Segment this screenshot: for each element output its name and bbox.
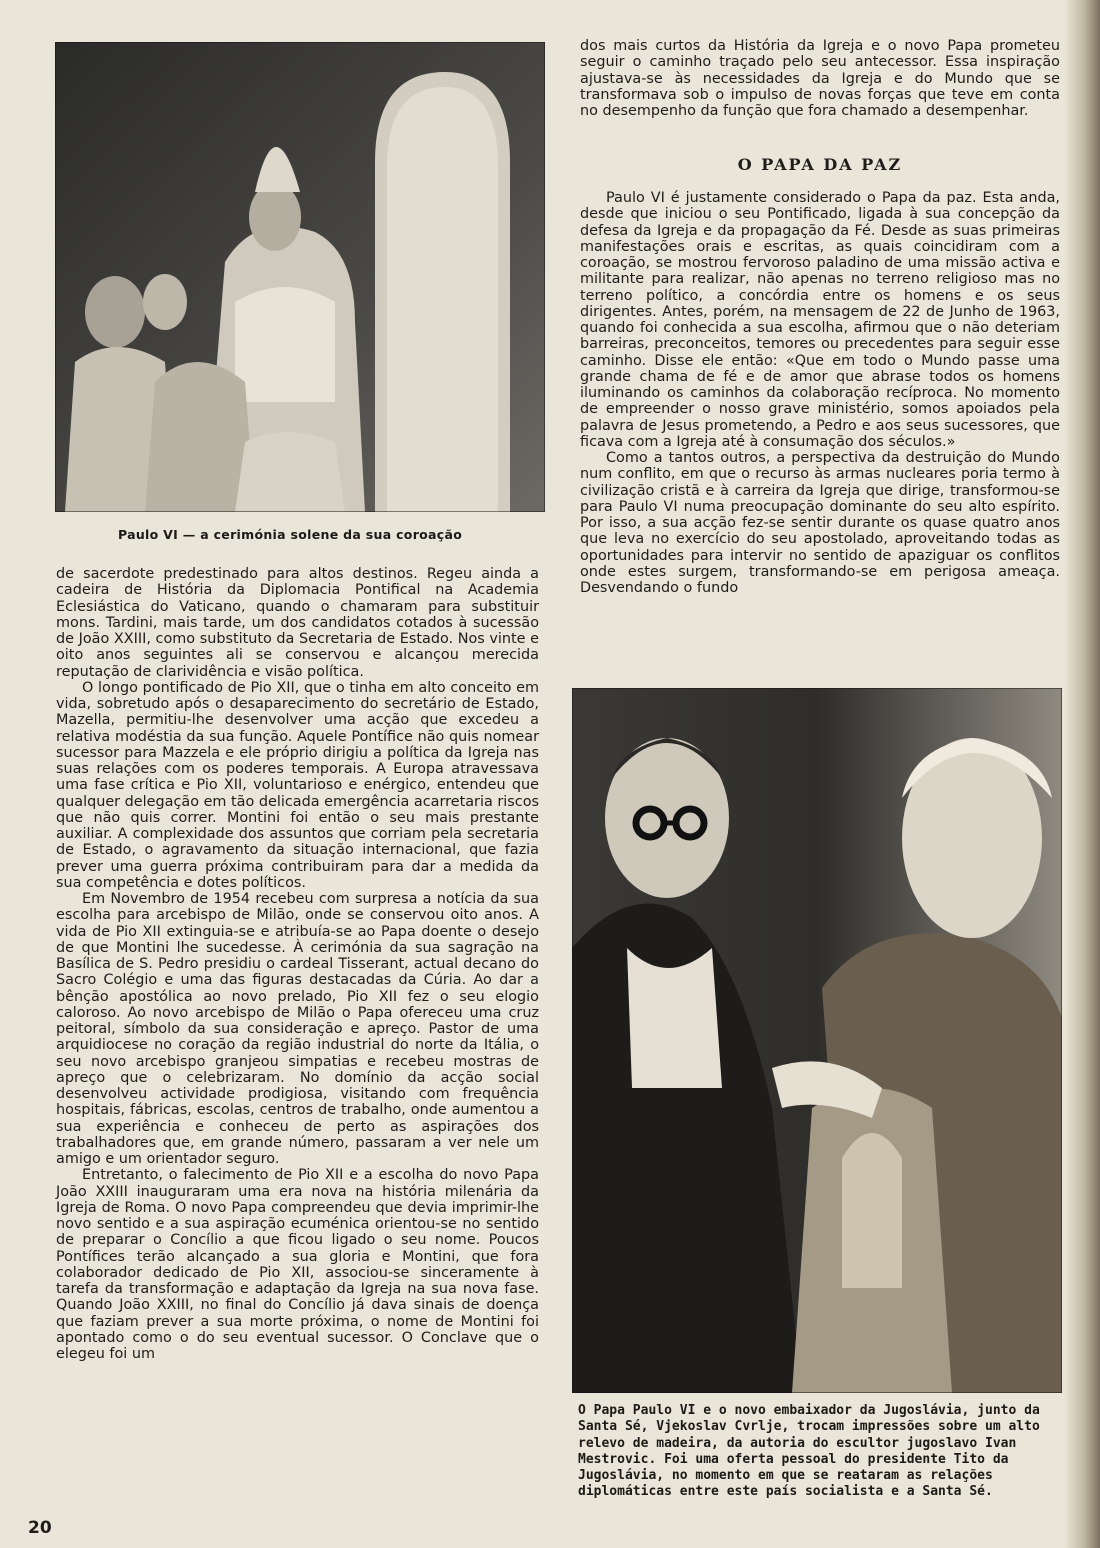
article-column-right-top: [580, 38, 1060, 119]
paragraph: Paulo VI é justamente considerado o Papa da paz. Esta anda, desde que iniciou o seu Pontificado, ligada à sua concepção da defesa da Igreja e da propagação da Fé. Desde as suas primeiras manifestações orais e escritas, as quais coincidiram com a coroação, se mostrou fervoroso paladino de uma missão activa e militante para realizar, não apenas no terreno religioso mas no terreno político, a concórdia entre os homens e os seus dirigentes. Antes, porém, na mensagem de 22 de Junho de 1963, quando foi conhecida a sua escolha, afirmou que o não deteriam barreiras, preconceitos, temores ou precedentes para seguir esse caminho. Disse ele então: «Que em todo o Mundo passe uma grande chama de fé e de amor que abrase todos os homens iluminando os caminhos da colaboração recíproca. No momento de empreender o nosso grave ministério, somos apoiados pela palavra de Jesus prometendo, a Pedro e aos seus sucessores, que ficava com a Igreja até à consumação dos séculos.»: [580, 190, 1060, 450]
paragraph: Entretanto, o falecimento de Pio XII e a escolha do novo Papa João XXIII inauguraram uma era nova na história milenária da Igreja de Roma. O novo Papa compreendeu que devia imprimir-lhe novo sentido e a sua aspiração ecuménica orientou-se no sentido de preparar o Concílio a que ficou ligado o seu nome. Poucos Pontífices terão alcançado a sua gloria e Montini, que fora colaborador dedicado de Pio XII, associou-se sinceramente à tarefa da transformação e adaptação da Igreja na sua nova fase. Quando João XXIII, no final do Concílio já dava sinais de doença que faziam prever a sua morte próxima, o nome de Montini foi apontado como o do seu eventual sucessor. O Conclave que o elegeu foi um: [56, 1167, 539, 1362]
article-column-right: [580, 190, 1060, 596]
paragraph: dos mais curtos da História da Igreja e o novo Papa prometeu seguir o caminho traçado pelo seu antecessor. Essa inspiração ajustava-se às necessidades da Igreja e do Mundo que se transformava sob o impulso de novas forças que teve em conta no desempenho da função que fora chamado a desempenhar.: [580, 38, 1060, 119]
article-column-left: [56, 566, 539, 1362]
paragraph: O longo pontificado de Pio XII, que o tinha em alto conceito em vida, sobretudo após o desaparecimento do secretário de Estado, Mazella, permitiu-lhe desenvolver uma acção que excedeu a relativa modéstia da sua função. Aquele Pontífice não quis nomear sucessor para Mazzela e ele próprio dirigiu a política da Igreja nas suas relações com os poderes temporais. A Europa atravessava uma fase crítica e Pio XII, voluntarioso e enérgico, entendeu que qualquer delegação em tão delicada emergência acarretaria riscos que não quis correr. Montini foi então o seu mais prestante auxiliar. A complexidade dos assuntos que corriam pela secretaria de Estado, o agravamento da situação internacional, que fazia prever uma guerra próxima contribuiram para dar a medida da sua competência e dotes políticos.: [56, 679, 539, 891]
photo-coronation: [55, 42, 545, 512]
photo-coronation-caption: Paulo VI — a cerimónia solene da sua coroação: [118, 527, 463, 542]
paragraph: Em Novembro de 1954 recebeu com surpresa a notícia da sua escolha para arcebispo de Milão, onde se conservou oito anos. A vida de Pio XII extinguia-se e atribuía-se ao Papa doente o desejo de que Montini lhe sucedesse. À cerimónia da sua sagração na Basílica de S. Pedro presidiu o cardeal Tisserant, actual decano do Sacro Colégio e uma das figuras destacadas da Cúria. Ao dar a bênção apostólica ao novo prelado, Pio XII fez o seu elogio caloroso. Ao novo arcebispo de Milão o Papa ofereceu uma cruz peitoral, símbolo da sua consideração e apreço. Pastor de uma arquidiocese no coração da região industrial do norte da Itália, o seu novo arcebispo granjeou simpatias e recebeu mostras de apreço que o celebrizaram. No domínio da acção social desenvolveu actividade prodigiosa, visitando com frequência hospitais, fábricas, escolas, centros de trabalho, onde aumentou a sua experiência e conheceu de perto as aspirações dos trabalhadores que, em grande número, passaram a ver nele um amigo e um orientador seguro.: [56, 891, 539, 1167]
section-heading: O PAPA DA PAZ: [737, 155, 903, 174]
photo-pope-ambassador: [572, 688, 1062, 1393]
paragraph: Como a tantos outros, a perspectiva da destruição do Mundo num conflito, em que o recurso às armas nucleares poria termo à civilização cristã e à carreira da Igreja que dirige, transformou-se para Paulo VI numa preocupação dominante do seu alto espírito. Por isso, a sua acção fez-se sentir durante os quase quatro anos que leva no exercício do seu apostolado, aproveitando todas as oportunidades para intervir no sentido de apaziguar os conflitos onde estes surgem, transformando-se em perigosa ameaça. Desvendando o fundo: [580, 450, 1060, 596]
paragraph: de sacerdote predestinado para altos destinos. Regeu ainda a cadeira de História da Diplomacia Pontifical na Academia Eclesiástica do Vaticano, quando o chamaram para substituir mons. Tardini, mais tarde, um dos candidatos cotados à sucessão de João XXIII, como substituto da Secretaria de Estado. Nos vinte e oito anos seguintes ali se conservou e alcançou merecida reputação de clarividência e visão política.: [56, 566, 539, 680]
photo-pope-ambassador-caption: O Papa Paulo VI e o novo embaixador da Jugoslávia, junto da Santa Sé, Vjekoslav Cvrlje, trocam impressões sobre um alto relevo de madeira, da autoria do escultor jugoslavo Ivan Mestrovic. Foi uma oferta pessoal do presidente Tito da Jugoslávia, no momento em que se reataram as relações diplomáticas entre este país socialista e a Santa Sé.: [578, 1403, 1040, 1500]
page-number: 20: [28, 1518, 52, 1538]
page-edge-shadow: [1066, 0, 1100, 1548]
